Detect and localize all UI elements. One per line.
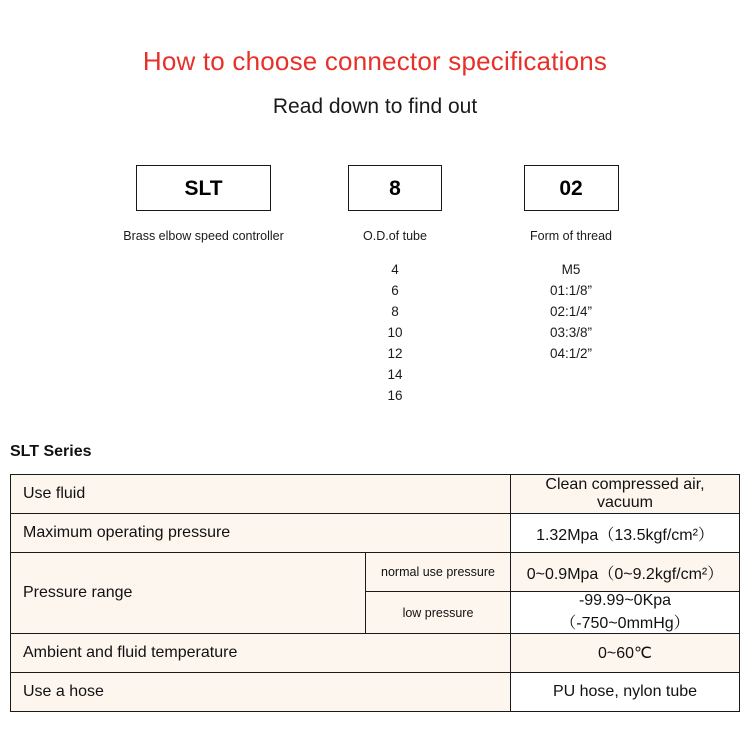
code-box-tube-od: 8 <box>348 165 442 211</box>
spec-label: Use fluid <box>11 475 511 514</box>
table-row <box>11 553 740 592</box>
spec-sublabel: normal use pressure <box>366 553 511 592</box>
spec-value: 0~60℃ <box>511 634 740 673</box>
code-options-tube-od <box>330 259 460 406</box>
code-options-thread <box>497 259 645 364</box>
spec-value: -99.99~0Kpa（-750~0mmHg） <box>511 592 740 634</box>
code-segment-series <box>106 165 301 243</box>
code-caption-series: Brass elbow speed controller <box>123 229 284 243</box>
code-option: 14 <box>387 367 403 382</box>
code-option: 01:1/8” <box>549 283 593 298</box>
code-option: 02:1/4” <box>549 304 593 319</box>
spec-label: Use a hose <box>11 673 511 712</box>
specification-table <box>10 474 740 712</box>
code-caption-tube-od: O.D.of tube <box>363 229 427 243</box>
code-caption-thread: Form of thread <box>530 229 612 243</box>
spec-value: PU hose, nylon tube <box>511 673 740 712</box>
spec-value: Clean compressed air, vacuum <box>511 475 740 514</box>
spec-value: 1.32Mpa（13.5kgf/cm²） <box>511 514 740 553</box>
code-option: 6 <box>391 283 399 298</box>
spec-label: Ambient and fluid temperature <box>11 634 511 673</box>
table-row <box>11 634 740 673</box>
code-segment-thread <box>497 165 645 364</box>
code-box-series: SLT <box>136 165 271 211</box>
code-option: M5 <box>561 262 581 277</box>
code-option: 12 <box>387 346 403 361</box>
code-box-thread: 02 <box>524 165 619 211</box>
code-option: 04:1/2” <box>549 346 593 361</box>
spec-label: Pressure range <box>11 553 366 634</box>
spec-label: Maximum operating pressure <box>11 514 511 553</box>
code-option: 03:3/8” <box>549 325 593 340</box>
table-row <box>11 514 740 553</box>
code-option: 16 <box>387 388 403 403</box>
code-segment-tube-od <box>330 165 460 406</box>
code-option: 4 <box>391 262 399 277</box>
code-option: 10 <box>387 325 403 340</box>
spec-sublabel: low pressure <box>366 592 511 634</box>
table-row <box>11 673 740 712</box>
series-label: SLT Series <box>10 443 92 460</box>
page-title: How to choose connector specifications <box>142 46 608 76</box>
spec-value: 0~0.9Mpa（0~9.2kgf/cm²） <box>511 553 740 592</box>
page-subtitle: Read down to find out <box>272 95 478 118</box>
table-row <box>11 475 740 514</box>
code-option: 8 <box>391 304 399 319</box>
